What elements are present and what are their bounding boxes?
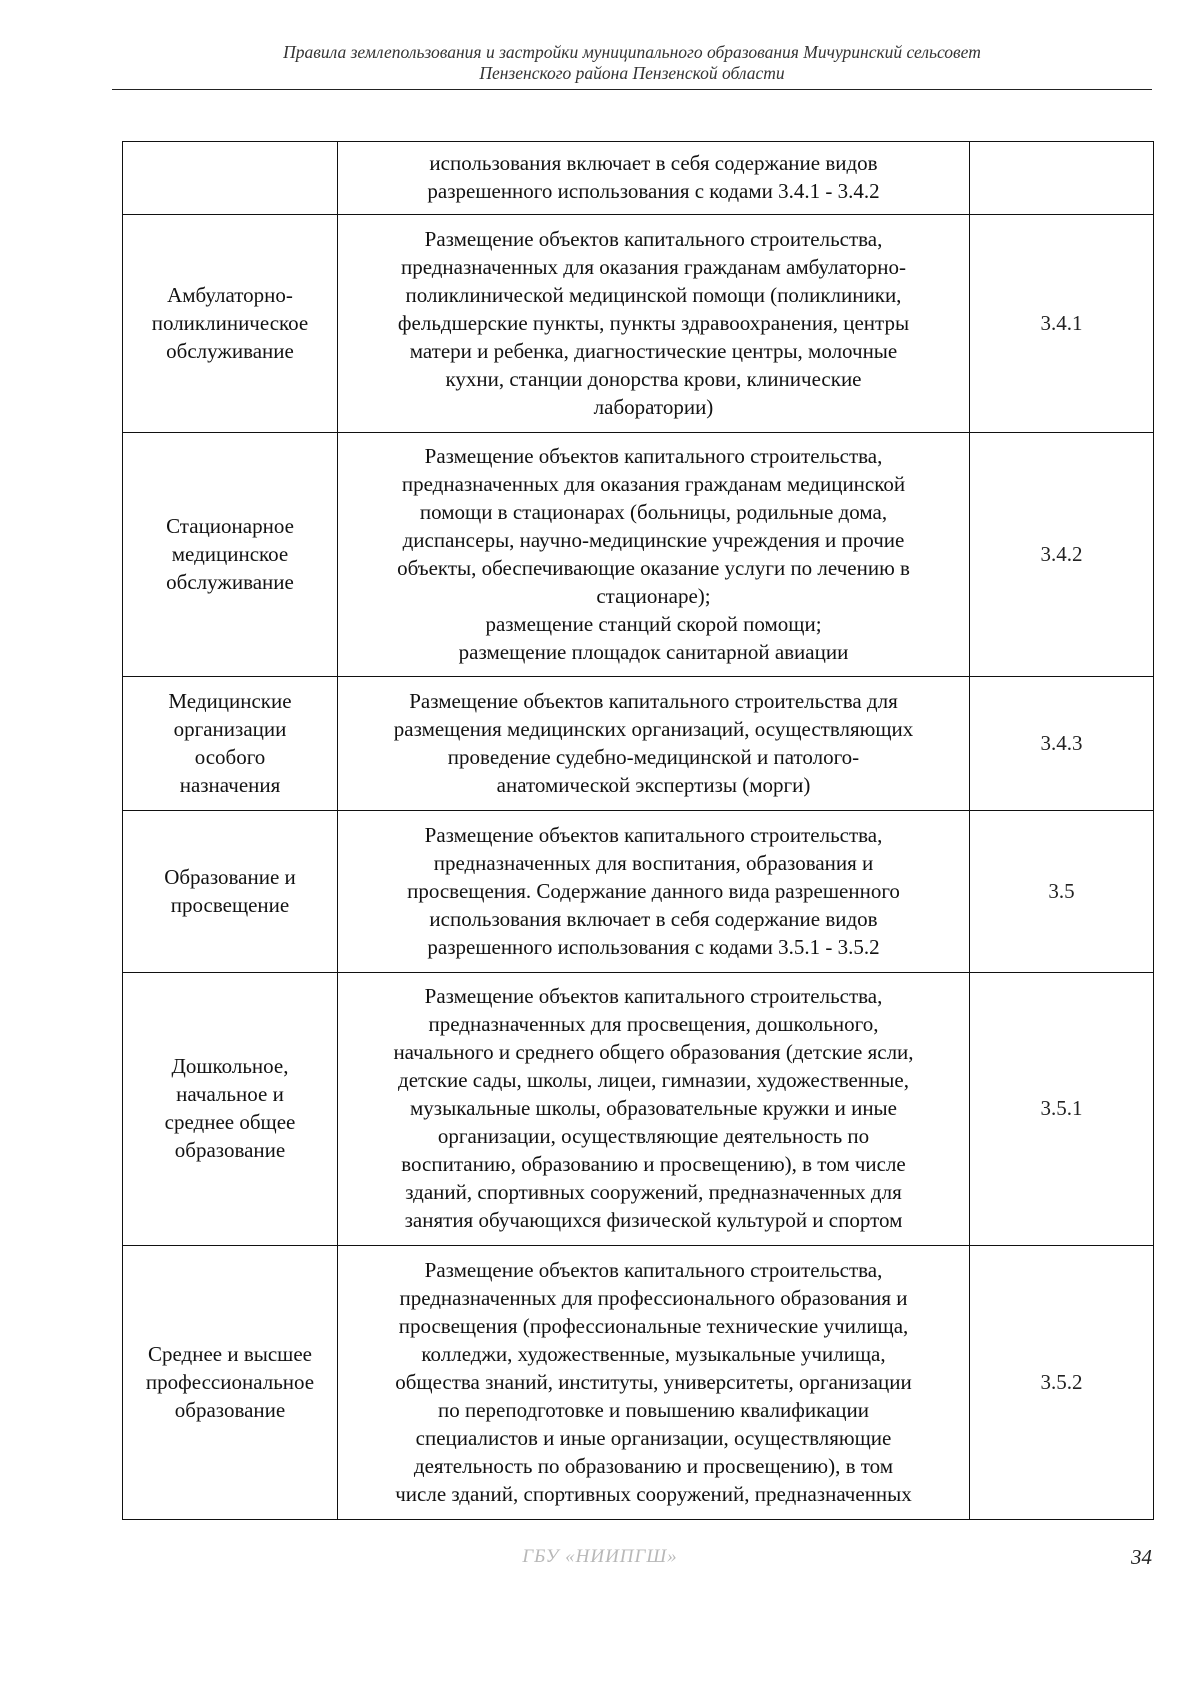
- use-type-name: Амбулаторно- поликлиническое обслуживание: [123, 215, 338, 433]
- table-row: [123, 433, 1154, 677]
- use-type-name: Медицинские организации особого назначения: [123, 677, 338, 811]
- use-type-code: 3.4.2: [970, 433, 1154, 677]
- land-use-table: [122, 141, 1154, 1520]
- document-header: [112, 42, 1152, 84]
- use-type-description: Размещение объектов капитального строительства, предназначенных для оказания гражданам амбулаторно- поликлинической медицинской помощи (поликлиники, фельдшерские пункты, пункты здравоохранения, центры матери и ребенка, диагностические центры, молочные кухни, станции донорства крови, клинические лаборатории): [338, 215, 970, 433]
- use-type-code: 3.5.1: [970, 973, 1154, 1246]
- table-row: [123, 1246, 1154, 1520]
- use-type-name: [123, 142, 338, 215]
- use-type-code: 3.5.2: [970, 1246, 1154, 1520]
- table-row: [123, 811, 1154, 973]
- use-type-description: Размещение объектов капитального строительства, предназначенных для воспитания, образования и просвещения. Содержание данного вида разрешенного использования включает в себя содержание видов разрешенного использования с кодами 3.5.1 - 3.5.2: [338, 811, 970, 973]
- use-type-description: Размещение объектов капитального строительства, предназначенных для просвещения, дошкольного, начального и среднего общего образования (детские ясли, детские сады, школы, лицеи, гимназии, художественные, музыкальные школы, образовательные кружки и иные организации, осуществляющие деятельность по воспитанию, образованию и просвещению), в том числе зданий, спортивных сооружений, предназначенных для занятия обучающихся физической культурой и спортом: [338, 973, 970, 1246]
- header-title-line-2: Пензенского района Пензенской области: [479, 63, 785, 83]
- use-type-description: Размещение объектов капитального строительства, предназначенных для оказания гражданам медицинской помощи в стационарах (больницы, родильные дома, диспансеры, научно-медицинские учреждения и прочие объекты, обеспечивающие оказание услуги по лечению в стационаре); размещение станций скорой помощи; размещение площадок санитарной авиации: [338, 433, 970, 677]
- page-number: 34: [1131, 1545, 1152, 1569]
- use-type-code: [970, 142, 1154, 215]
- header-title-line-1: Правила землепользования и застройки муниципального образования Мичуринский сельсовет: [283, 42, 981, 62]
- table-row: [123, 215, 1154, 433]
- table-row: [123, 142, 1154, 215]
- use-type-description: использования включает в себя содержание видов разрешенного использования с кодами 3.4.1 - 3.4.2: [338, 142, 970, 215]
- use-type-code: 3.5: [970, 811, 1154, 973]
- use-type-code: 3.4.1: [970, 215, 1154, 433]
- use-type-name: Дошкольное, начальное и среднее общее образование: [123, 973, 338, 1246]
- use-type-description: Размещение объектов капитального строительства, предназначенных для профессионального образования и просвещения (профессиональные технические училища, колледжи, художественные, музыкальные училища, общества знаний, институты, университеты, организации по переподготовке и повышению квалификации специалистов и иные организации, осуществляющие деятельность по образованию и просвещению), в том числе зданий, спортивных сооружений, предназначенных: [338, 1246, 970, 1520]
- table-row: [123, 677, 1154, 811]
- footer-organization: ГБУ «НИИПГШ»: [522, 1546, 678, 1567]
- table-row: [123, 973, 1154, 1246]
- use-type-code: 3.4.3: [970, 677, 1154, 811]
- use-type-name: Среднее и высшее профессиональное образование: [123, 1246, 338, 1520]
- use-type-description: Размещение объектов капитального строительства для размещения медицинских организаций, осуществляющих проведение судебно-медицинской и патолого- анатомической экспертизы (морги): [338, 677, 970, 811]
- header-divider: [112, 89, 1152, 90]
- use-type-name: Образование и просвещение: [123, 811, 338, 973]
- use-type-name: Стационарное медицинское обслуживание: [123, 433, 338, 677]
